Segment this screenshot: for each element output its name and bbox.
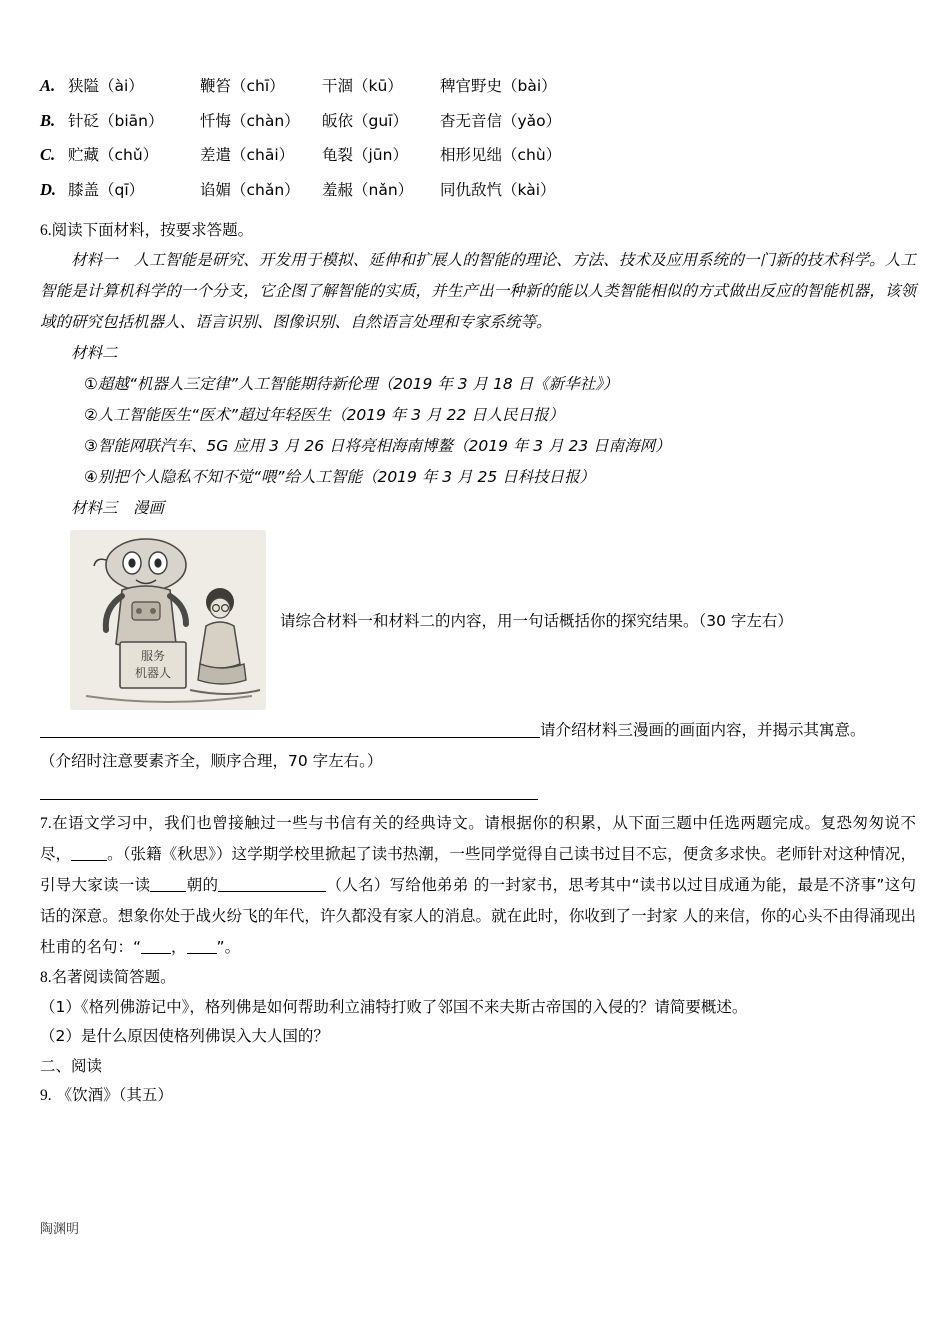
choice-item: 龟裂（jūn） — [322, 146, 408, 164]
question-8-item-2: （2）是什么原因使格列佛误入大人国的？ — [40, 1027, 329, 1046]
poem-author: 陶渊明 — [40, 1222, 80, 1237]
section-heading-reading: 二、阅读 — [40, 1056, 103, 1075]
question-8-item-1: （1）《格列佛游记中》，格列佛是如何帮助利立浦特打败了邻国不来夫斯古帝国的入侵的？请简要概述。 — [40, 997, 748, 1016]
fill-blank[interactable] — [141, 939, 171, 954]
choice-item: 干涸（kū） — [322, 77, 403, 95]
question-7-part6: ”。 — [216, 938, 241, 957]
task-2-note: （介绍时注意要素齐全，顺序合理，70 字左右。） — [40, 752, 383, 771]
choice-item: 谄媚（chǎn） — [200, 180, 300, 199]
choice-item: 相形见绌（chù） — [440, 146, 562, 164]
material-2-item: ①超越“机器人三定律”人工智能期待新伦理（2019 年 3 月 18 日《新华社》） — [84, 375, 619, 394]
question-9-number: 9. — [40, 1087, 52, 1105]
choice-item: 膝盖（qī） — [68, 180, 145, 199]
page-content — [40, 78, 916, 1111]
choice-letter: D. — [40, 179, 57, 199]
question-7-part3: 朝的 — [186, 876, 219, 895]
question-6-number: 6. — [40, 222, 52, 239]
question-7-part2: 。（张籍《秋思》）这学期学校里掀起了读书热潮，一些同学觉得自己读书过目不忘，便贪多求快。老师针对这种情况，引导大家读一读 — [40, 845, 916, 895]
question-7 — [40, 808, 916, 963]
choice-item: 稗官野史（bài） — [440, 77, 557, 95]
comic-sign-line-2: 机器人 — [134, 666, 172, 681]
choice-row[interactable] — [40, 147, 916, 164]
question-7-number: 7. — [40, 815, 52, 833]
answer-line[interactable] — [40, 777, 916, 808]
fill-blank[interactable] — [150, 877, 186, 892]
choice-letter: A. — [40, 76, 56, 95]
material-2-item: ③智能网联汽车、5G 应用 3 月 26 日将亮相海南博鳌（2019 年 3 月 23 日南海网） — [84, 437, 671, 456]
task-2-text: 请介绍材料三漫画的画面内容，并揭示其寓意。 — [540, 721, 866, 740]
comic-sign-line-1: 服务 — [140, 649, 166, 664]
comic-area — [40, 530, 916, 715]
material-2-item: ④别把个人隐私不知不觉“喂”给人工智能（2019 年 3 月 25 日科技日报） — [84, 468, 596, 487]
fill-blank[interactable] — [71, 846, 107, 861]
question-7-part1: 在语文学习中，我们也曾接触过一些与书信有关的经典诗文。请根据你的积累，从下面三题中任选两题完成。复恐匆匆说不尽， — [40, 814, 916, 864]
choice-item: 针砭（biān） — [68, 111, 164, 130]
choice-item: 鞭笞（chī） — [200, 77, 285, 95]
answer-blank[interactable] — [40, 783, 538, 800]
question-8-stem — [40, 963, 916, 992]
choice-row[interactable] — [40, 110, 916, 130]
question-6-text: 阅读下面材料，按要求答题。 — [51, 221, 254, 239]
choice-letter: C. — [40, 145, 56, 164]
material-2-item: ②人工智能医生“医术”超过年轻医生（2019 年 3 月 22 日人民日报） — [84, 406, 565, 425]
choice-item: 皈依（guī） — [322, 111, 408, 130]
question-7-part5: ， — [171, 938, 187, 957]
question-9 — [40, 1081, 916, 1110]
choice-item: 狭隘（ài） — [68, 77, 144, 95]
answer-blank[interactable] — [40, 721, 540, 738]
question-8-text: 名著阅读简答题。 — [51, 968, 176, 987]
comic-image — [70, 530, 266, 710]
fill-blank[interactable] — [187, 939, 217, 954]
choice-item: 羞赧（nǎn） — [322, 180, 414, 199]
choice-letter: B. — [40, 110, 56, 130]
comic-caption: 请综合材料一和材料二的内容，用一句话概括你的探究结果。（30 字左右） — [280, 612, 793, 631]
choice-item: 忏悔（chàn） — [200, 111, 300, 130]
fill-blank[interactable] — [218, 877, 326, 892]
material-2-label: 材料二 — [71, 344, 118, 363]
choice-row[interactable] — [40, 179, 916, 199]
question-8-number: 8. — [40, 969, 52, 987]
choice-item: 杳无音信（yǎo） — [440, 111, 562, 130]
choice-item: 差遣（chāi） — [200, 146, 295, 164]
material-1-text: 人工智能是研究、开发用于模拟、延伸和扩展人的智能的理论、方法、技术及应用系统的一门新的技术科学。人工智能是计算机科学的一个分支，它企图了解智能的实质，并生产出一种新的能以人类智能相似的方式做出反应的智能机器，该领域的研究包括机器人、语言识别、图像识别、自然语言处理和专家系统等。 — [40, 251, 916, 332]
choice-item: 贮藏（chǔ） — [68, 146, 159, 164]
comic-illustration — [70, 530, 266, 710]
question-7-part4: （人名）写给他弟弟 的一封家书，思考其中“读书以过目成通为能，最是不济事”这句话的深意。想象你处于战火纷飞的年代，许久都没有家人的消息。就在此时，你收到了一封家 人的来信，你的心头不由得涌现出杜甫的名句：“ — [40, 876, 916, 957]
material-1-paragraph — [40, 245, 916, 338]
choice-row[interactable] — [40, 78, 916, 95]
answer-line-with-task2[interactable] — [40, 715, 916, 746]
material-3-label: 材料三 漫画 — [71, 499, 165, 518]
choice-item: 同仇敌忾（kài） — [440, 180, 556, 199]
material-1-label: 材料一 — [71, 251, 118, 270]
question-9-title: 《饮酒》（其五） — [56, 1086, 173, 1105]
question-6-stem — [40, 216, 916, 245]
